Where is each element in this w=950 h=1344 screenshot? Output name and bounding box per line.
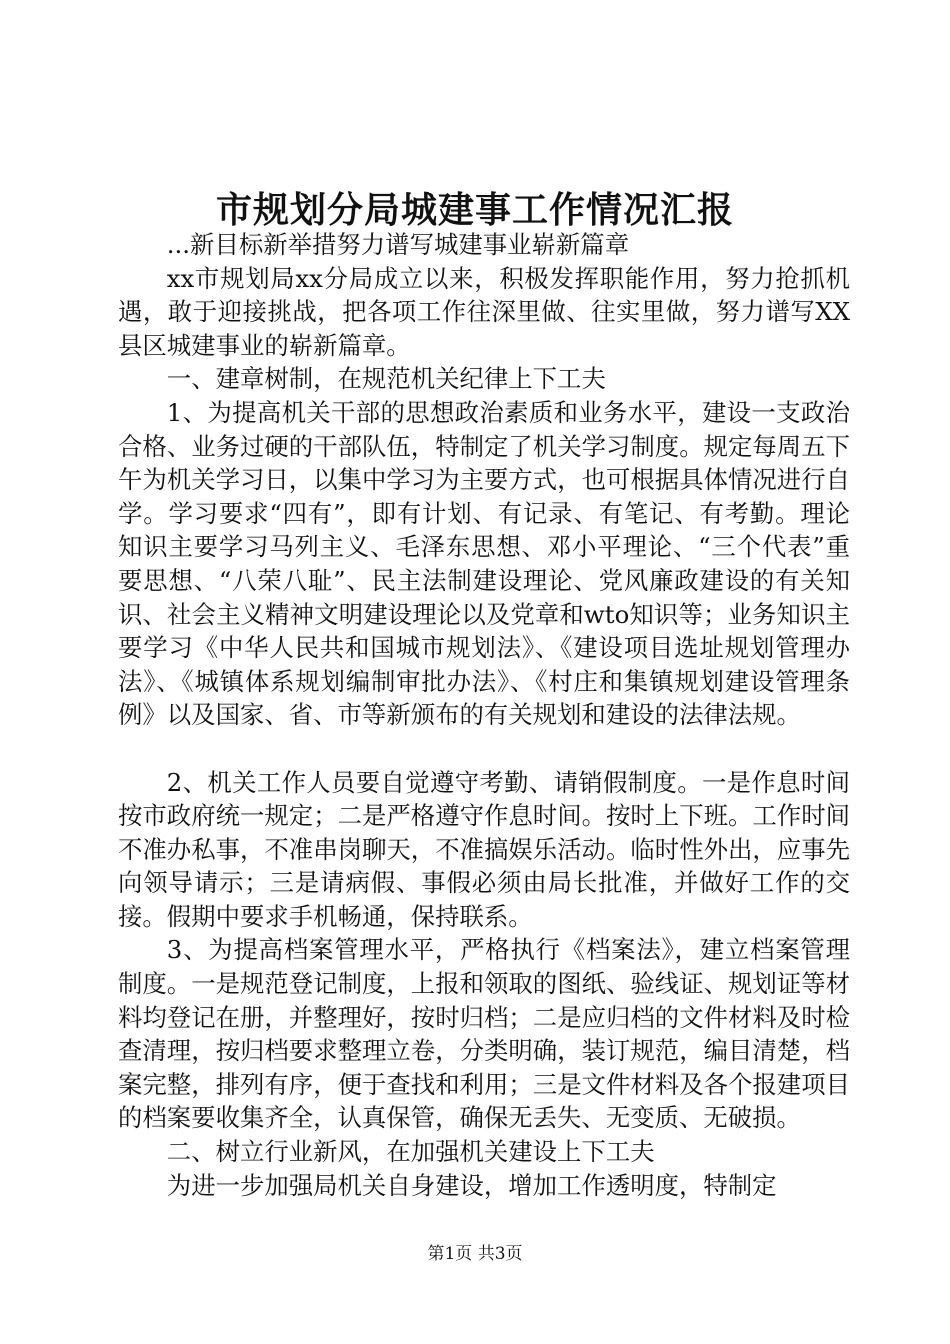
item-paragraph-2: 2、机关工作人员要自觉遵守考勤、请销假制度。一是作息时间按市政府统一规定；二是严格遵守作息时间。按时上下班。工作时间不准办私事，不准串岗聊天，不准搞娱乐活动。临时性外出，应事先向领导请示；三是请病假、事假必须由局长批准，并做好工作的交接。假期中要求手机畅通，保持联系。 — [118, 767, 850, 931]
item-paragraph-3: 3、为提高档案管理水平，严格执行《档案法》，建立档案管理制度。一是规范登记制度，上报和领取的图纸、验线证、规划证等材料均登记在册，并整理好，按时归档；二是应归档的文件材料及时检查清理，按归档要求整理立卷，分类明确，装订规范，编目清楚，档案完整，排列有序，便于查找和利用；三是文件材料及各个报建项目的档案要收集齐全，认真保管，确保无丢失、无变质、无破损。 — [118, 935, 850, 1133]
closing-paragraph: 为进一步加强局机关自身建设，增加工作透明度，特制定 — [166, 1170, 777, 1200]
section-heading-1: 一、建章树制，在规范机关纪律上下工夫 — [166, 364, 606, 394]
document-body — [118, 228, 850, 1202]
document-title: 市规划分局城建事工作情况汇报 — [215, 189, 734, 231]
item-paragraph-1: 1、为提高机关干部的思想政治素质和业务水平，建设一支政治合格、业务过硬的干部队伍，特制定了机关学习制度。规定每周五下午为机关学习日，以集中学习为主要方式，也可根据具体情况进行自学。学习要求“四有”，即有计划、有记录、有笔记、有考勤。理论知识主要学习马列主义、毛泽东思想、邓小平理论、“三个代表”重要思想、“八荣八耻”、民主法制建设理论、党风廉政建设的有关知识、社会主义精神文明建设理论以及党章和wto知识等；业务知识主要学习《中华人民共和国城市规划法》、《建设项目选址规划管理办法》、《城镇体系规划编制审批办法》、《村庄和集镇规划建设管理条例》以及国家、省、市等新颁布的有关规划和建设的法律法规。 — [118, 397, 850, 730]
intro-paragraph: xx市规划局xx分局成立以来，积极发挥职能作用，努力抢抓机遇，敢于迎接挑战，把各项工作往深里做、往实里做，努力谱写XX县区城建事业的崭新篇章。 — [118, 263, 850, 360]
subtitle-paragraph: ...新目标新举措努力谱写城建事业崭新篇章 — [166, 230, 630, 259]
page-number: 第1页 共3页 — [427, 1244, 523, 1264]
section-heading-2: 二、树立行业新风，在加强机关建设上下工夫 — [166, 1137, 655, 1167]
